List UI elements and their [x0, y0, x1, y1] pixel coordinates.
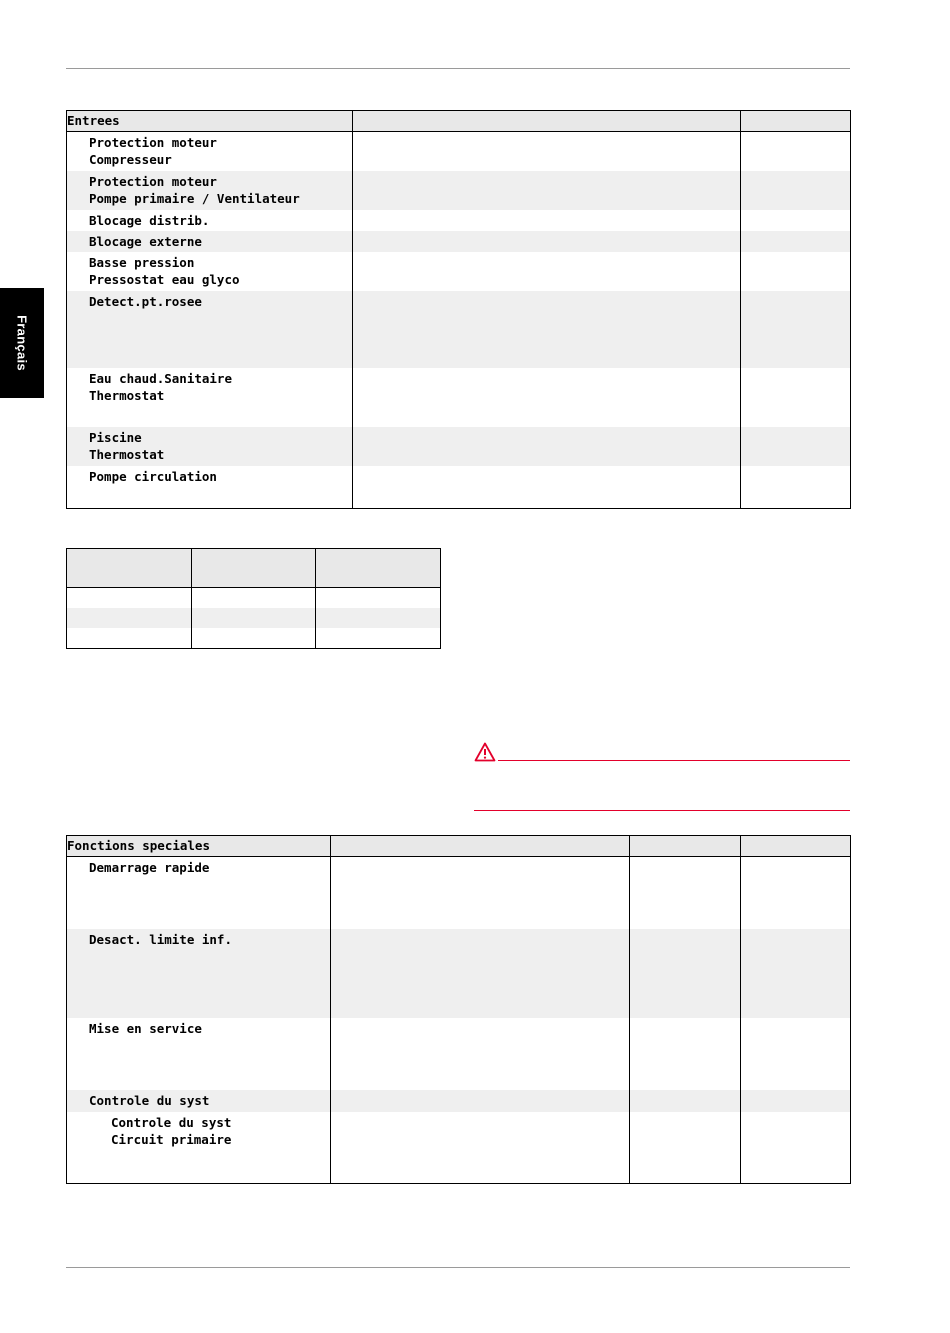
- table-row: [67, 1112, 851, 1184]
- row-label: Detect.pt.rosee: [89, 293, 202, 309]
- row-label: Basse pression Pressostat eau glyco: [89, 254, 240, 287]
- row-label: Blocage externe: [89, 233, 202, 249]
- inputs-table: [66, 110, 851, 509]
- row-label: Controle du syst: [89, 1092, 210, 1108]
- table-row: [67, 857, 851, 929]
- language-tab: [0, 288, 44, 398]
- table-row: [67, 171, 851, 210]
- row-label: Mise en service: [89, 1020, 202, 1036]
- warning-triangle-icon: [474, 742, 496, 762]
- small-table: [66, 548, 441, 649]
- special-header-label: Fonctions speciales: [67, 838, 210, 853]
- special-functions-table: [66, 835, 851, 1184]
- table-row: [67, 588, 441, 609]
- row-label: Controle du syst Circuit primaire: [111, 1114, 232, 1147]
- row-label: Protection moteur Pompe primaire / Ventilateur: [89, 173, 300, 206]
- table-row: [67, 929, 851, 1018]
- row-label: Pompe circulation: [89, 468, 217, 484]
- small-table-header: [67, 549, 441, 588]
- inputs-header-label: Entrees: [67, 113, 120, 128]
- table-row: [67, 252, 851, 291]
- table-row: [67, 231, 851, 252]
- table-row: [67, 427, 851, 466]
- warning-rule-bottom: [474, 810, 850, 811]
- table-row: [67, 368, 851, 427]
- row-label: Desact. limite inf.: [89, 931, 232, 947]
- table-row: [67, 608, 441, 628]
- table-row: [67, 1018, 851, 1090]
- table-row: [67, 466, 851, 509]
- table-row: [67, 210, 851, 231]
- language-label: Français: [14, 315, 30, 371]
- table-row: [67, 132, 851, 171]
- table-row: [67, 628, 441, 649]
- row-label: Demarrage rapide: [89, 860, 210, 875]
- row-label: Protection moteur Compresseur: [89, 135, 217, 167]
- table-row: [67, 1090, 851, 1112]
- bottom-rule: [66, 1267, 850, 1268]
- inputs-table-header: [67, 111, 851, 132]
- table-row: [67, 291, 851, 368]
- special-table-header: [67, 836, 851, 857]
- top-rule: [66, 68, 850, 69]
- warning-rule-top: [498, 760, 850, 761]
- row-label: Piscine Thermostat: [89, 429, 165, 462]
- row-label: Eau chaud.Sanitaire Thermostat: [89, 370, 232, 403]
- row-label: Blocage distrib.: [89, 212, 210, 228]
